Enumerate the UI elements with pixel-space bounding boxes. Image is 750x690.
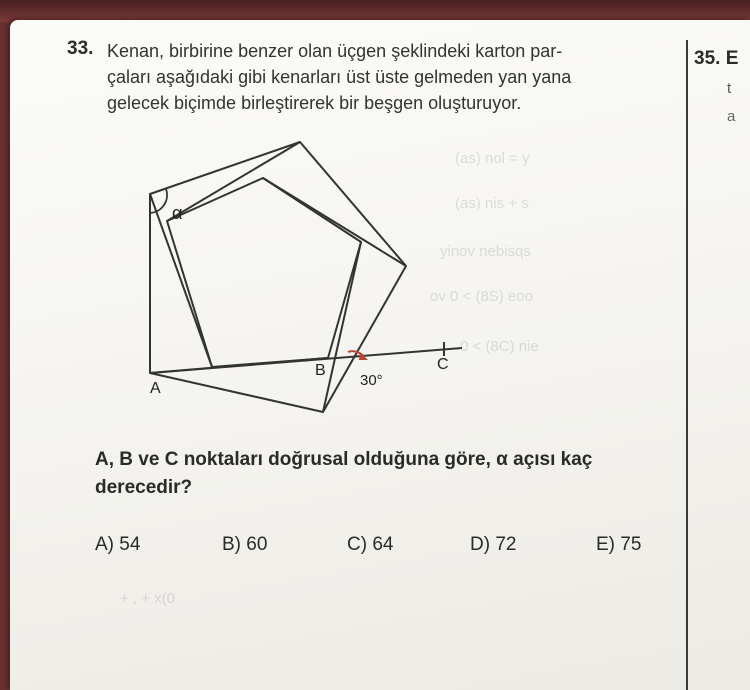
- option-a[interactable]: [95, 534, 140, 556]
- alpha-label: α: [172, 203, 183, 223]
- option-letter: A): [95, 534, 114, 555]
- show-through-text: ov 0 < (8S) eoo: [430, 288, 533, 305]
- show-through-text: 0 < (8C) nie: [460, 338, 539, 355]
- option-value: 75: [620, 534, 642, 555]
- option-value: 54: [119, 534, 141, 555]
- show-through-text: (as) nol = y: [455, 150, 530, 167]
- next-question-fragment: a: [727, 108, 736, 125]
- option-d[interactable]: [470, 534, 516, 556]
- point-b-label: B: [315, 362, 326, 379]
- option-letter: E): [596, 534, 615, 555]
- point-c-label: C: [437, 356, 449, 373]
- option-c[interactable]: [347, 534, 393, 556]
- next-question-fragment: t: [727, 80, 732, 97]
- option-value: 64: [372, 534, 394, 555]
- option-letter: D): [470, 534, 491, 555]
- question-number: 33.: [67, 38, 94, 59]
- line-abc: [150, 348, 462, 373]
- inner-pentagon: [167, 178, 361, 367]
- next-question-number-label: 35.: [694, 48, 721, 69]
- option-b[interactable]: [222, 534, 267, 556]
- option-value: 72: [495, 534, 517, 555]
- triangle-edge: [263, 178, 406, 266]
- angle-30-label: 30°: [360, 372, 383, 389]
- question-prompt: A, B ve C noktaları doğrusal olduğuna göre, α açısı kaç derecedir?: [95, 449, 593, 498]
- option-e[interactable]: [596, 534, 641, 556]
- point-a-label: A: [150, 380, 161, 397]
- triangle-edge: [323, 242, 361, 412]
- option-letter: C): [347, 534, 368, 555]
- option-letter: B): [222, 534, 241, 555]
- show-through-text: (as) nis + s: [455, 195, 529, 212]
- option-value: 60: [246, 534, 268, 555]
- show-through-text: yinov nebisqs: [440, 243, 531, 260]
- question-text: Kenan, birbirine benzer olan üçgen şeklindeki karton par- çaları aşağıdaki gibi kenarları üst üste gelmeden yan yana gelecek biçimde birleştirerek bir beşgen oluşturuyor.: [107, 41, 572, 113]
- next-question-fragment: E: [725, 48, 739, 69]
- show-through-text: + , + x(0: [120, 590, 176, 607]
